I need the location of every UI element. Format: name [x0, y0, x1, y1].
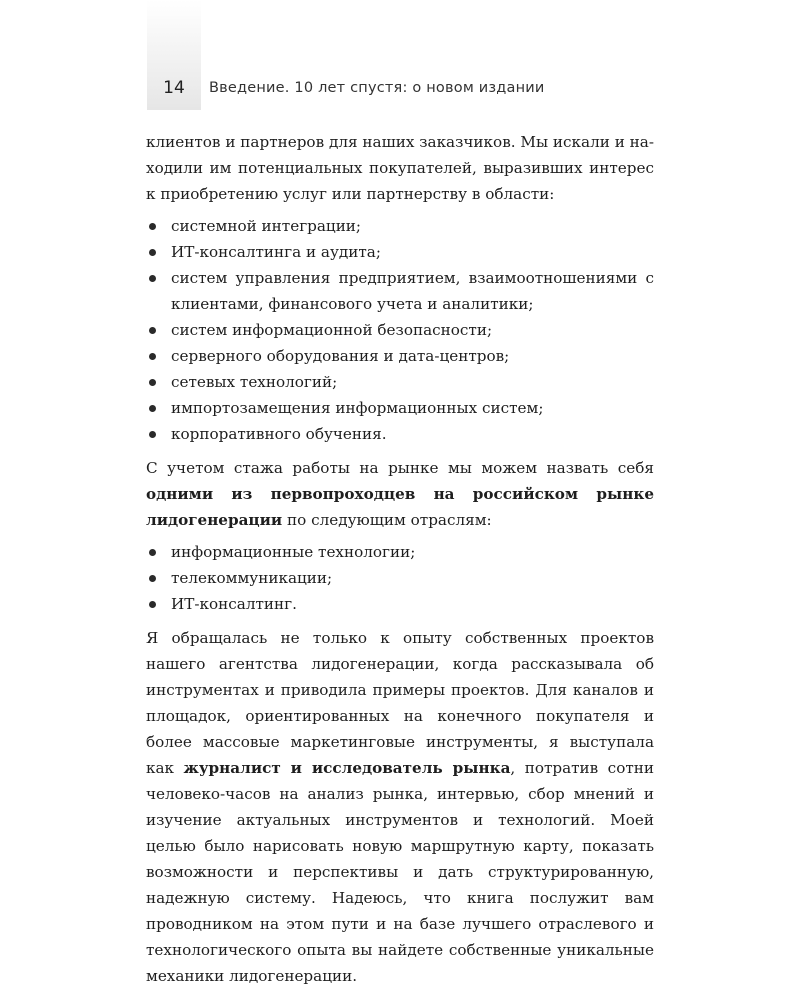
list-item: импортозамещения информационных систем; [146, 395, 654, 421]
list-item: серверного оборудования и дата-центров; [146, 343, 654, 369]
page-number: 14 [163, 78, 185, 98]
services-list [146, 213, 654, 447]
closing-paragraph [146, 625, 654, 989]
text-run: по следующим отраслям: [282, 511, 492, 529]
emphasis-text: журналист и исследователь рынка [183, 759, 511, 777]
industries-paragraph [146, 455, 654, 533]
text-run: Я обращалась не только к опыту собственных проектов нашего агентства лидогенерации, когда рассказывала об инструментах и приводила примеры проектов. Для каналов и площадок, ориентированных на конечного покупателя и более массовые маркетинговые инструменты, я выступала как [146, 629, 654, 777]
list-item: телекоммуникации; [146, 565, 654, 591]
list-item: ИТ-консалтинг. [146, 591, 654, 617]
list-item: информационные технологии; [146, 539, 654, 565]
emphasis-text: одними из первопроходцев на российском рынке лидогенерации [146, 485, 654, 529]
text-run: С учетом стажа работы на рынке мы можем назвать себя [146, 459, 654, 477]
industries-list [146, 539, 654, 617]
intro-paragraph: клиентов и партнеров для наших заказчиков. Мы искали и находили им потенциальных покупателей, выразивших интерес к приобретению услуг или партнерству в области: [146, 133, 654, 203]
list-item: сетевых технологий; [146, 369, 654, 395]
list-item: систем информационной безопасности; [146, 317, 654, 343]
text-run: , потратив сотни человеко-часов на анализ рынка, интервью, сбор мнений и изучение актуальных инструментов и технологий. Моей целью было нарисовать новую маршрутную карту, показать возможности и перспективы и дать структурированную, надежную систему. Надеюсь, что книга послужит вам проводником на этом пути и на базе лучшего отраслевого и технологического опыта вы найдете собственные уникальные механики лидогенерации. [146, 759, 654, 985]
list-item: ИТ-консалтинга и аудита; [146, 239, 654, 265]
list-item: системной интеграции; [146, 213, 654, 239]
list-item: корпоративного обучения. [146, 421, 654, 447]
page-body [146, 129, 654, 989]
running-title: Введение. 10 лет спустя: о новом издании [209, 80, 545, 96]
list-item: систем управления предприятием, взаимоотношениями с клиентами, финансового учета и аналитики; [146, 265, 654, 317]
